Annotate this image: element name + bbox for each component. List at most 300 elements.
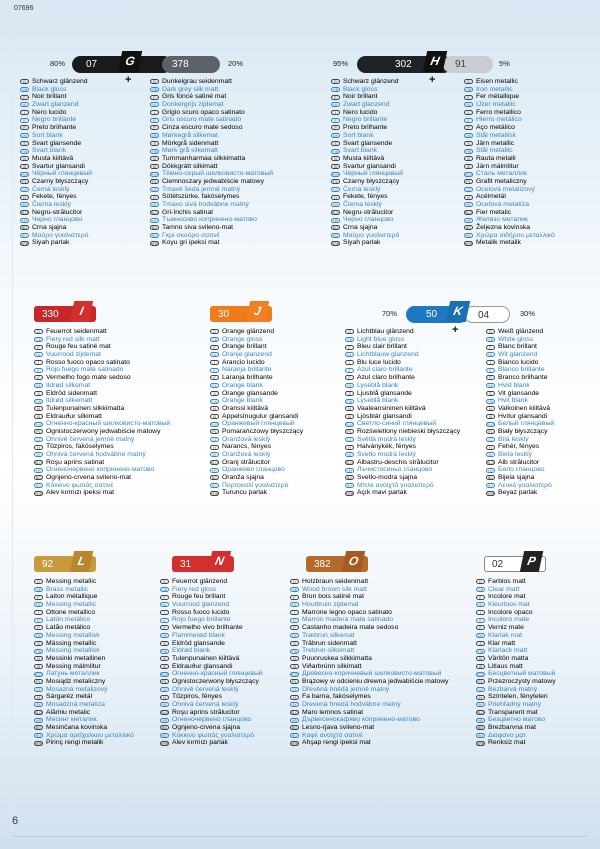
list-item-label: Albastru-deschis strălucitor (357, 458, 439, 466)
list-item-label: Πορτοκαλί γυαλιστερό (222, 481, 289, 489)
list-item (464, 193, 555, 201)
list-item (345, 466, 460, 474)
list-item (464, 132, 555, 140)
list-item (34, 343, 170, 351)
list-item-label: Κόκκινο φωτιάς σατινέ (46, 481, 114, 489)
language-flag-icon: SLO (346, 461, 354, 466)
list-item (150, 124, 273, 132)
list-item (345, 482, 460, 490)
list-item-label: Vermelho vivo brilhante (172, 624, 243, 632)
language-flag-icon: H (34, 695, 43, 700)
list-item (20, 124, 92, 132)
list-item (210, 466, 303, 474)
language-flag-icon: RUS (35, 422, 43, 427)
list-item-label: Járn málmlitur (476, 162, 519, 170)
list-item (290, 701, 449, 709)
language-flag-icon: F (331, 95, 340, 100)
language-flag-icon: S (34, 641, 43, 646)
list-item-label: Színtelen, fénytelen (488, 693, 548, 701)
language-flag-icon: N (290, 656, 299, 661)
language-flag-icon: CZ (34, 687, 43, 692)
list-item-label: Cinza escuro mate sedoso (162, 124, 243, 132)
plus-icon: + (125, 74, 132, 86)
list-item-label: Ohnivě červená lesklý (172, 685, 239, 693)
language-flag-icon: NL (486, 352, 495, 357)
language-flag-icon: F (210, 345, 219, 350)
list-item (486, 443, 554, 451)
list-item-label: Pirinç rengi metalik (46, 739, 104, 747)
list-item-label: Tummanharmaa silkkimatta (162, 154, 246, 162)
language-flag-icon: E (210, 368, 219, 373)
language-flag-icon: IS (290, 664, 299, 669)
list-item-label: Acélmetál (476, 193, 506, 201)
language-flag-icon: D (34, 329, 43, 334)
language-flag-icon: FIN (35, 399, 42, 404)
language-flag-icon: SLO (332, 211, 340, 216)
list-item-label: Azul claro brilhante (357, 374, 415, 382)
language-flag-icon: CZ (486, 437, 495, 442)
list-item (331, 178, 403, 186)
mix-letter-tag: H (423, 51, 447, 72)
list-item-label: Laranja brilhante (222, 374, 273, 382)
list-item (34, 609, 134, 617)
language-flag-icon: NL (331, 102, 340, 107)
language-flag-icon: SRB (21, 241, 29, 246)
mix-right-capsule (464, 306, 510, 323)
list-item (345, 405, 460, 413)
language-flag-icon: PL (486, 429, 495, 434)
language-flag-icon: HR (487, 468, 494, 473)
list-item (34, 482, 170, 490)
list-item (486, 451, 554, 459)
list-item-label: Priehľadný matný (488, 701, 541, 708)
language-flag-icon: CZ (290, 687, 299, 692)
language-flag-icon: SLO (465, 211, 473, 216)
list-item (476, 616, 556, 624)
list-item-label: Black gloss (32, 85, 67, 93)
language-flag-icon: IS (20, 164, 29, 169)
list-item (476, 709, 556, 717)
list-item (290, 578, 449, 586)
list-item (464, 216, 555, 224)
language-flag-icon: H (150, 195, 159, 200)
list-item-label: Valkoinen kiiltävä (498, 404, 551, 412)
list-item (290, 593, 449, 601)
language-flag-icon: HR (346, 468, 353, 473)
list-item (210, 328, 303, 336)
list-item (464, 93, 555, 101)
list-item (290, 601, 449, 609)
list-item-label: Maro lemnos satinat (302, 708, 364, 716)
language-flag-icon: N (20, 156, 29, 161)
list-item-label: Ildrød silkemat (46, 381, 91, 389)
list-item (20, 178, 92, 186)
list-item (486, 397, 554, 405)
list-item (34, 655, 134, 663)
list-item (331, 155, 403, 163)
list-item (210, 336, 303, 344)
list-item-label: Rosso fuoco opaco satinato (46, 358, 130, 366)
language-flag-icon: DK (345, 383, 354, 388)
language-flag-icon: HR (151, 218, 158, 223)
language-flag-icon: SLO (35, 461, 43, 466)
language-flag-icon: RO (487, 484, 494, 489)
list-item (34, 489, 170, 497)
list-item-label: Wood brown silk matt (302, 585, 367, 593)
language-flag-icon: PL (331, 179, 340, 184)
color-letter-tag: O (342, 551, 365, 572)
language-flag-icon: DK (486, 383, 495, 388)
language-flag-icon: N (34, 656, 43, 661)
mix-left-number: 302 (395, 59, 412, 70)
list-item (476, 670, 556, 678)
list-item-label: Vit glansande (498, 389, 540, 397)
language-flag-icon: BG (291, 726, 298, 731)
list-item-label: Fehér, fényes (498, 443, 540, 451)
language-flag-icon: P (476, 625, 485, 630)
list-item-label: Rauta metalli (476, 154, 516, 162)
list-item (160, 647, 263, 655)
list-item-label: Flammerød blank (172, 631, 225, 639)
list-item-label: Väritön matta (488, 654, 529, 662)
language-flag-icon: DK (210, 383, 219, 388)
list-item-label: Crna sjajna (343, 224, 378, 232)
language-flag-icon: S (331, 141, 340, 146)
list-item-label: Orange blank (222, 397, 263, 405)
list-item (345, 359, 460, 367)
list-item-label: Schwarz glänzend (32, 78, 88, 85)
list-item (34, 397, 170, 405)
language-flag-icon: CZ (210, 437, 219, 442)
list-item-label: Branco brilhante (498, 374, 548, 382)
language-flag-icon: BG (346, 476, 353, 481)
list-item (210, 359, 303, 367)
list-item (290, 709, 449, 717)
list-item (20, 239, 92, 247)
mix-right-capsule (162, 56, 220, 73)
language-flag-icon: DK (331, 133, 340, 138)
list-item (476, 624, 556, 632)
language-flag-icon: P (150, 125, 159, 130)
list-item-label: Grafit metaliczny (476, 177, 527, 185)
language-flag-icon: H (464, 195, 473, 200)
list-item (486, 374, 554, 382)
language-flag-icon: RO (151, 234, 158, 239)
list-item (331, 140, 403, 148)
list-item-label: Zwart glanzend (32, 101, 79, 109)
language-flag-icon: FIN (465, 149, 472, 154)
list-item (20, 201, 92, 209)
list-item-label: Kleurloos mat (488, 601, 530, 609)
list-item (150, 201, 273, 209)
list-item (290, 724, 449, 732)
list-item (290, 732, 449, 740)
list-item (20, 209, 92, 217)
list-item-label: Biały błyszczący (498, 427, 548, 435)
language-flag-icon: D (486, 329, 495, 334)
list-item (210, 428, 303, 436)
language-flag-icon: D (210, 329, 219, 334)
list-item (34, 428, 170, 436)
language-flag-icon: SK (160, 702, 169, 707)
list-item-label: Lichtblau glänzend (357, 328, 414, 335)
list-item (464, 78, 555, 86)
language-flag-icon: BG (151, 226, 158, 231)
list-item (486, 489, 554, 497)
language-flag-icon: S (20, 141, 29, 146)
list-item-label: Messing metallic (46, 601, 97, 609)
list-item-label: Gri-închis satinat (162, 208, 213, 216)
list-item-label: Klarlak mat (488, 631, 522, 639)
list-item (476, 724, 556, 732)
color-number: 330 (42, 309, 59, 320)
list-item-label: Μπλε ανοιχτό γυαλιστερό (357, 481, 434, 489)
language-flag-icon: NL (34, 602, 43, 607)
language-flag-icon: NL (345, 352, 354, 357)
language-flag-icon: BG (211, 476, 218, 481)
list-item (210, 397, 303, 405)
language-flag-icon: D (345, 329, 354, 334)
list-item-label: Bijela sjajna (498, 474, 535, 482)
list-item-label: Дървесенокафяво копринено-матово (302, 716, 420, 724)
list-item (331, 186, 403, 194)
language-flag-icon: SRB (465, 241, 473, 246)
list-item (345, 366, 460, 374)
language-flag-icon: P (464, 125, 473, 130)
list-item (486, 336, 554, 344)
language-flag-icon: SLO (161, 711, 169, 716)
mix-letter-tag: G (118, 51, 142, 72)
list-item (160, 578, 263, 586)
language-flag-icon: RUS (21, 172, 29, 177)
language-flag-icon: D (34, 579, 43, 584)
language-flag-icon: DK (160, 633, 169, 638)
list-item (345, 420, 460, 428)
list-item-label: Alev kırmızı ipeksi mat (46, 489, 114, 497)
list-item (210, 482, 303, 490)
list-item-label: Огненочервено копринено-матово (46, 466, 155, 474)
language-flag-icon: E (34, 368, 43, 373)
list-item-label: Turuncu parlak (222, 489, 268, 497)
list-item-label: Messing málmlitur (46, 662, 101, 670)
list-item-label: Svartur glansandi (343, 162, 396, 170)
language-flag-icon: SK (290, 702, 299, 707)
language-flag-icon: FIN (211, 399, 218, 404)
list-item-label: Желязо металик (476, 216, 528, 224)
language-flag-icon: SRB (346, 491, 354, 496)
list-item-label: Ognistoczerwony błyszczący (172, 677, 259, 685)
list-item-label: Svart blank (343, 147, 378, 155)
language-flag-icon: H (476, 695, 485, 700)
language-flag-icon: P (290, 625, 299, 630)
list-item-label: Mosiądz metaliczny (46, 677, 106, 685)
list-item-label: Metalik metalik (476, 239, 521, 247)
list-item-label: Musta kiiltävä (343, 154, 385, 162)
list-item (34, 359, 170, 367)
language-flag-icon: BG (487, 476, 494, 481)
list-item (290, 716, 449, 724)
list-item-label: Огненно-красный шелковисто-матовый (46, 420, 171, 428)
list-item (160, 593, 263, 601)
list-item-label: Holzbraun seidenmatt (302, 578, 369, 585)
list-item (345, 459, 460, 467)
list-item-label: Μαύρο γυαλιστερό (32, 231, 89, 239)
list-item (34, 578, 134, 586)
language-flag-icon: SK (345, 452, 354, 457)
list-item (150, 170, 273, 178)
list-item-label: Χρώμα σιδήρου μεταλλικό (476, 231, 555, 239)
language-flag-icon: HR (35, 718, 42, 723)
list-item-label: IJzer metallic (476, 101, 516, 109)
language-flag-icon: RUS (332, 172, 340, 177)
list-item (476, 701, 556, 709)
language-flag-icon: S (160, 641, 169, 646)
list-item (20, 101, 92, 109)
language-flag-icon: FIN (161, 649, 168, 654)
list-item (150, 186, 273, 194)
language-flag-icon: RO (161, 734, 168, 739)
list-item (150, 232, 273, 240)
list-item-label: Оранжевый глянцевый (222, 420, 295, 428)
list-item-label: Hvítur glansandi (498, 412, 548, 420)
language-flag-icon: E (464, 118, 473, 123)
list-item-label: Pomarańczowy błyszczący (222, 427, 304, 435)
list-item-label: Eldrød blank (172, 647, 211, 655)
list-item (160, 678, 263, 686)
list-item-label: Ohnivě červená jemně matný (46, 435, 135, 443)
mix-right-percent: 20% (228, 59, 244, 68)
list-item-label: Açık mavi parlak (357, 489, 407, 497)
list-item-label: Древесно-коричневый шелковисто-матовый (302, 670, 442, 678)
list-item-label: Gris foncé satiné mat (162, 93, 227, 101)
list-item (486, 366, 554, 374)
list-item (160, 640, 263, 648)
language-flag-icon: DK (34, 383, 43, 388)
list-item-label: Incolore mat (488, 593, 526, 601)
list-item-label: Mesinčana kovinska (46, 724, 108, 732)
list-item-label: Feuerrot glänzend (172, 578, 228, 585)
list-item-label: Čierna lesklý (32, 201, 71, 208)
list-item-label: Blu luce lucido (357, 358, 401, 366)
list-item (476, 632, 556, 640)
list-item-label: Λευκό γυαλιστερό (498, 481, 552, 489)
list-item-label: Eldrauður glansandi (172, 662, 233, 670)
list-item-label: Negru-strălucitor (343, 208, 394, 216)
list-item-label: Ohnivá červená hodvábne matný (46, 451, 146, 458)
list-item (486, 359, 554, 367)
list-item-label: Messing metallisk (46, 647, 100, 655)
list-l (34, 578, 134, 747)
language-flag-icon: PL (20, 179, 29, 184)
language-flag-icon: DK (150, 133, 159, 138)
list-item (34, 351, 170, 359)
list-item (160, 701, 263, 709)
language-flag-icon: GB (161, 588, 168, 593)
list-item (20, 86, 92, 94)
list-item-label: Ohnivá červená lesklý (172, 701, 239, 708)
list-item-label: Mörkgrå sidenmatt (162, 139, 219, 147)
list-item-label: Beyaz parlak (498, 489, 538, 497)
list-item-label: Sort blank (32, 131, 63, 139)
list-item-label: Houtbruin zijdemat (302, 601, 359, 609)
language-flag-icon: P (345, 375, 354, 380)
list-item (150, 147, 273, 155)
language-flag-icon: F (290, 595, 299, 600)
list-item (34, 336, 170, 344)
language-flag-icon: GB (35, 338, 42, 343)
list-item (486, 405, 554, 413)
list-item (464, 178, 555, 186)
list-item (331, 93, 403, 101)
list-item (160, 739, 263, 747)
list-item (20, 170, 92, 178)
list-item (150, 155, 273, 163)
list-item (20, 186, 92, 194)
list-item (34, 732, 134, 740)
list-item (160, 609, 263, 617)
list-item-label: Oranje glanzend (222, 351, 272, 359)
language-flag-icon: DK (20, 133, 29, 138)
language-flag-icon: S (210, 391, 219, 396)
list-item-label: White gloss (498, 335, 534, 343)
mix-letter-tag: K (446, 301, 470, 322)
language-flag-icon: SK (34, 452, 43, 457)
list-item (20, 78, 92, 86)
list-item (34, 663, 134, 671)
color-letter-tag: I (70, 301, 93, 322)
list-item-label: Incolore opaco (488, 608, 533, 616)
list-item-label: Fer métallique (476, 93, 520, 101)
list-item-label: Dunkelgrau seidenmatt (162, 78, 232, 85)
language-flag-icon: SLO (291, 711, 299, 716)
list-item (160, 709, 263, 717)
list-item-label: Κόκκινο φωτιάς γυαλιστερό (172, 731, 255, 739)
language-flag-icon: N (210, 406, 219, 411)
list-item (210, 420, 303, 428)
language-flag-icon: D (331, 79, 340, 84)
list-item-label: Puunruskea silkkimatta (302, 654, 372, 662)
language-flag-icon: D (290, 579, 299, 584)
language-flag-icon: N (150, 156, 159, 161)
language-flag-icon: RO (35, 484, 42, 489)
list-item (345, 382, 460, 390)
language-flag-icon: S (476, 641, 485, 646)
language-flag-icon: SLO (487, 461, 495, 466)
list-item-label: Weiß glänzend (498, 328, 544, 335)
list-item (464, 116, 555, 124)
language-flag-icon: RUS (465, 172, 473, 177)
list-item-label: Латунь металлик (46, 670, 100, 678)
list-item (476, 593, 556, 601)
language-flag-icon: NL (476, 602, 485, 607)
list-item-label: Nero lucido (32, 108, 67, 116)
list-item-label: Svartur glansandi (32, 162, 85, 170)
list-item-label: Тъмносиво копринено-матово (162, 216, 257, 224)
language-flag-icon: SK (476, 702, 485, 707)
language-flag-icon: SLO (211, 461, 219, 466)
list-item-label: Ciemnoszary jedwabiście matowy (162, 177, 264, 185)
language-flag-icon: CZ (150, 187, 159, 192)
language-flag-icon: D (464, 79, 473, 84)
list-item-label: Γκρι σκούρο σατινέ (162, 231, 220, 239)
language-flag-icon: PL (345, 429, 354, 434)
language-flag-icon: SLO (35, 711, 43, 716)
list-item (464, 155, 555, 163)
list-item (150, 101, 273, 109)
mix-right-number: 378 (172, 59, 189, 70)
list-item (476, 686, 556, 694)
list-item (345, 328, 460, 336)
